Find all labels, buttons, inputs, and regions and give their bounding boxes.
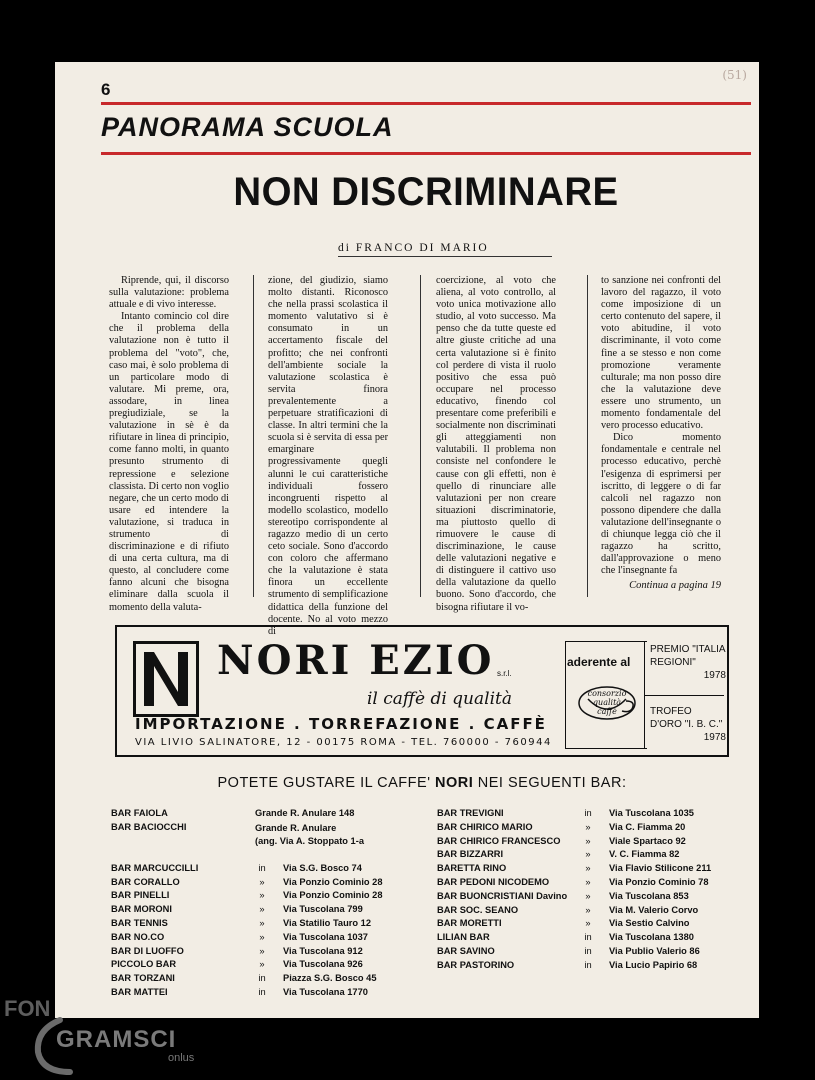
ad-services: IMPORTAZIONE . TORREFAZIONE . CAFFÈ xyxy=(135,715,547,733)
consorzio-logo-text: consorzio qualità caffè xyxy=(587,689,627,716)
bar-name: BAR CHIRICO FRANCESCO xyxy=(437,835,561,846)
bar-location-mark: » xyxy=(585,890,591,901)
page-number: 6 xyxy=(101,80,111,99)
bar-name: BAR NO.CO xyxy=(111,931,165,942)
bar-name: BAR MORONI xyxy=(111,904,172,915)
bar-location-mark: » xyxy=(259,931,265,942)
column-divider xyxy=(420,275,421,597)
bar-location-mark: » xyxy=(585,876,591,887)
red-rule-top xyxy=(101,102,751,105)
bar-location-mark: » xyxy=(585,835,591,846)
bar-location-mark: » xyxy=(259,959,265,970)
bar-name: BARETTA RINO xyxy=(437,863,507,874)
bar-row xyxy=(437,808,751,822)
bar-row xyxy=(111,822,427,863)
bar-row xyxy=(437,946,751,960)
brand-suffix: s.r.l. xyxy=(497,669,512,678)
watermark-fon: FON xyxy=(4,996,51,1021)
bar-location-mark: in xyxy=(584,932,592,943)
bar-name: BAR BUONCRISTIANI Davino xyxy=(437,890,568,901)
article-byline: di FRANCO DI MARIO xyxy=(338,242,489,254)
bar-row xyxy=(437,905,751,919)
bar-row xyxy=(437,849,751,863)
bar-address: Via Tuscolana 799 xyxy=(283,904,363,915)
heading-prefix: POTETE GUSTARE IL CAFFE' xyxy=(217,775,431,791)
heading-brand: NORI xyxy=(435,775,474,791)
article-body xyxy=(101,275,751,637)
award-title: PREMIO "ITALIA REGIONI" xyxy=(650,644,726,668)
bar-name: BAR TENNIS xyxy=(111,917,168,928)
article-column-4 xyxy=(601,275,721,575)
bar-row xyxy=(111,959,427,973)
bar-address: Via Sestio Calvino xyxy=(609,918,690,929)
bar-row xyxy=(111,877,427,891)
bar-location-mark: in xyxy=(584,959,592,970)
bar-location-mark: in xyxy=(584,945,592,956)
adherent-label: aderente al xyxy=(567,655,631,669)
bar-address: Via Tuscolana 1035 xyxy=(609,808,694,818)
article-column-3 xyxy=(436,275,556,613)
bar-address: Via Tuscolana 1380 xyxy=(609,932,694,943)
bar-address: Via C. Fiamma 20 xyxy=(609,821,686,832)
bar-location-mark: » xyxy=(259,904,265,915)
bar-row xyxy=(437,822,751,836)
bar-row xyxy=(437,932,751,946)
bar-address: V. C. Fiamma 82 xyxy=(609,849,680,860)
bar-location-mark: in xyxy=(258,973,266,984)
logo-n-icon xyxy=(138,646,194,712)
handwritten-archive-mark: (51) xyxy=(722,68,747,82)
continued-note: Continua a pagina 19 xyxy=(629,580,721,591)
award-year: 1978 xyxy=(703,732,726,743)
bar-name: BAR MORETTI xyxy=(437,918,502,929)
bar-address: Via Ponzio Cominio 28 xyxy=(283,876,383,887)
bar-row xyxy=(111,932,427,946)
brand-logo xyxy=(133,641,199,717)
watermark-onlus: onlus xyxy=(168,1052,195,1064)
bar-address: Via Statilio Tauro 12 xyxy=(283,917,372,928)
bar-location-mark: » xyxy=(585,821,591,832)
red-rule-bottom xyxy=(101,152,751,155)
bar-row xyxy=(437,836,751,850)
watermark-gramsci: GRAMSCI xyxy=(56,1026,177,1053)
bar-name: BAR FAIOLA xyxy=(111,808,168,818)
bar-address: Via Tuscolana 1770 xyxy=(283,986,368,997)
bar-address: Via Flavio Stilicone 211 xyxy=(609,863,712,874)
bar-name: BAR SAVINO xyxy=(437,945,495,956)
bar-location-mark: » xyxy=(259,876,265,887)
heading-suffix: NEI SEGUENTI BAR: xyxy=(477,775,627,791)
bar-name: BAR DI LUOFFO xyxy=(111,945,184,956)
paragraph: Dico momento fondamentale e centrale nel processo educativo, perchè l'esigenza di esprimersi per iscritto, di leggere o di far calcoli nel ragazzo non possono dipendere che dalla valutazione dell'insegnante o di chiunque legga ciò che il ragazzo ha scritto, dall'approvazione o meno che l'insegnante fa xyxy=(601,432,721,577)
bar-name: BAR CORALLO xyxy=(111,876,180,887)
bar-address: Via S.G. Bosco 74 xyxy=(283,862,362,873)
article-column-1 xyxy=(109,275,229,613)
bar-name: LILIAN BAR xyxy=(437,932,490,943)
bar-address: Via Publio Valerio 86 xyxy=(609,945,700,956)
bar-name: BAR TORZANI xyxy=(111,973,175,984)
bar-name: BAR TREVIGNI xyxy=(437,808,504,818)
award-trofeo xyxy=(650,705,726,744)
bar-name: BAR BACIOCCHI xyxy=(111,821,187,832)
bar-location-mark: » xyxy=(585,918,591,929)
paragraph: to sanzione nei confronti del lavoro del ragazzo, il voto come imposizione di un certo contenuto del sapere, il voto abitudine, il voto discriminante, il voto come fine a se stesso e non come promozione veramente culturale; ma non posso dire che la valutazione deve essere uno strumento, un momento fondamentale del vero processo educativo. xyxy=(601,275,721,432)
bar-row xyxy=(437,877,751,891)
bar-address: Via Tuscolana 912 xyxy=(283,945,363,956)
bar-address: Piazza S.G. Bosco 45 xyxy=(283,973,377,984)
column-divider xyxy=(253,275,254,597)
paragraph: coercizione, al voto che aliena, al voto controllo, al voto unica motivazione allo studio, al voto successo. Ma penso che da tutte queste ed altre giuste critiche ad una certa valutazione si è finito col perdere di vista il ruolo positivo che essa può occupare nel processo educativo, finendo col presentare come preferibili e socialmente non discriminati gli atteggiamenti non valutabili. Il problema non consiste nel confondere le cause con gli effetti, non è quello di rinunciare alle valutazioni per non creare situazioni discriminatorie, ma piuttosto quello di rimuovere le cause di discriminazione, le cause delle valutazioni negative e di distinguere il cattivo uso della valutazione da quello buono. Sono d'accordo, che bisogna rifiutare il vo- xyxy=(436,275,556,613)
paragraph: zione, del giudizio, siamo molto distanti. Riconosco che nella prassi scolastica il momento valutativo si è consumato in un accertamento fiscale del profitto; che nei confronti dell'ambiente sociale la valutazione scolastica è servita finora prevalentemente a perpetuare stratificazioni di classe. In altri termini che la scuola si è servita di essa per emarginare progressivamente quegli alunni le cui caratteristiche individuali fossero incongruenti rispetto al modello scolastico, modello stereotipo corrispondente al ragazzo medio di un certo ceto sociale. Sono d'accordo con coloro che affermano che la valutazione è stata finora un eccellente strumento di semplificazione didattica della funzione del docente. No al voto mezzo di xyxy=(268,275,388,637)
ad-tagline: il caffè di qualità xyxy=(367,689,512,709)
bar-row xyxy=(111,918,427,932)
bar-address: Via Tuscolana 853 xyxy=(609,890,689,901)
bar-row xyxy=(111,987,427,1001)
bar-name: PICCOLO BAR xyxy=(111,959,177,970)
bars-left-column xyxy=(111,808,427,1001)
bar-location-mark: in xyxy=(584,808,592,818)
bar-address: Grande R. Anulare 148 xyxy=(255,808,355,818)
magazine-page xyxy=(55,62,759,1018)
bar-name: BAR PEDONI NICODEMO xyxy=(437,876,550,887)
bar-location-mark: in xyxy=(258,986,266,997)
bar-name: BAR MARCUCCILLI xyxy=(111,862,199,873)
bar-location-mark: » xyxy=(585,904,591,915)
bar-row xyxy=(111,904,427,918)
bar-name: BAR CHIRICO MARIO xyxy=(437,821,533,832)
bar-name: BAR MATTEI xyxy=(111,986,168,997)
bar-row xyxy=(437,863,751,877)
bar-row xyxy=(437,891,751,905)
bars-right-column xyxy=(437,808,751,974)
bar-row xyxy=(111,863,427,877)
paragraph: Intanto comincio col dire che il problema della valutazione non è tutto il problema del "voto", che, caso mai, è solo problema di un particolare modo di valutare. Mi preme, ora, assodare, in linea pregiudiziale, se la valutazione in sè è da rifiutare in linea di principio, come fanno molti, in quanto presunto strumento di repressione e selezione classista. Di certo non voglio negare, che un certo modo di usare ed intendere la valutazione, si traduca in strumento di discriminazione e di rifiuto di una certa cultura, ma di questo, al concludere come fanno alcuni che bisogna eliminare dalla scuola il momento della valuta- xyxy=(109,311,229,613)
bars-heading xyxy=(115,775,729,791)
bar-row xyxy=(437,918,751,932)
byline-block xyxy=(338,242,552,257)
section-title: PANORAMA SCUOLA xyxy=(101,112,394,142)
bar-address: Via Ponzio Cominio 28 xyxy=(283,890,383,901)
bar-location-mark: » xyxy=(259,917,265,928)
bar-address: Grande R. Anulare (ang. Via A. Stoppato 1-a xyxy=(255,822,364,847)
bar-name: BAR BIZZARRI xyxy=(437,849,504,860)
bar-location-mark: » xyxy=(259,890,265,901)
bar-location-mark: » xyxy=(585,863,591,874)
award-separator xyxy=(644,695,724,696)
bar-row xyxy=(111,808,427,822)
bar-location-mark: » xyxy=(585,849,591,860)
bar-location-mark: in xyxy=(258,862,266,873)
bar-address: Via Tuscolana 926 xyxy=(283,959,363,970)
award-premio xyxy=(650,643,726,682)
bar-address: Viale Spartaco 92 xyxy=(609,835,686,846)
paragraph: Riprende, qui, il discorso sulla valutazione: problema attuale e di vivo interesse. xyxy=(109,275,229,311)
bar-address: Via M. Valerio Corvo xyxy=(609,904,699,915)
bar-row xyxy=(111,946,427,960)
bar-row xyxy=(111,973,427,987)
brand-name: NORI EZIO xyxy=(217,637,495,684)
bar-row xyxy=(111,890,427,904)
award-year: 1978 xyxy=(703,670,726,681)
bar-address: Via Tuscolana 1037 xyxy=(283,931,368,942)
ad-address: VIA LIVIO SALINATORE, 12 - 00175 ROMA - TEL. 760000 - 760944 xyxy=(135,737,552,748)
bar-location-mark: » xyxy=(259,945,265,956)
award-title: TROFEO D'ORO "I. B. C." xyxy=(650,706,723,730)
column-divider xyxy=(587,275,588,597)
bar-address: Via Ponzio Cominio 78 xyxy=(609,876,709,887)
bar-address: Via Lucio Papirio 68 xyxy=(609,959,698,970)
bar-name: BAR SOC. SEANO xyxy=(437,904,519,915)
bar-row xyxy=(437,960,751,974)
advertisement-nori-ezio xyxy=(115,625,729,757)
article-column-2 xyxy=(268,275,388,637)
bar-name: BAR PASTORINO xyxy=(437,959,515,970)
bar-name: BAR PINELLI xyxy=(111,890,170,901)
article-headline: NON DISCRIMINARE xyxy=(233,170,619,214)
